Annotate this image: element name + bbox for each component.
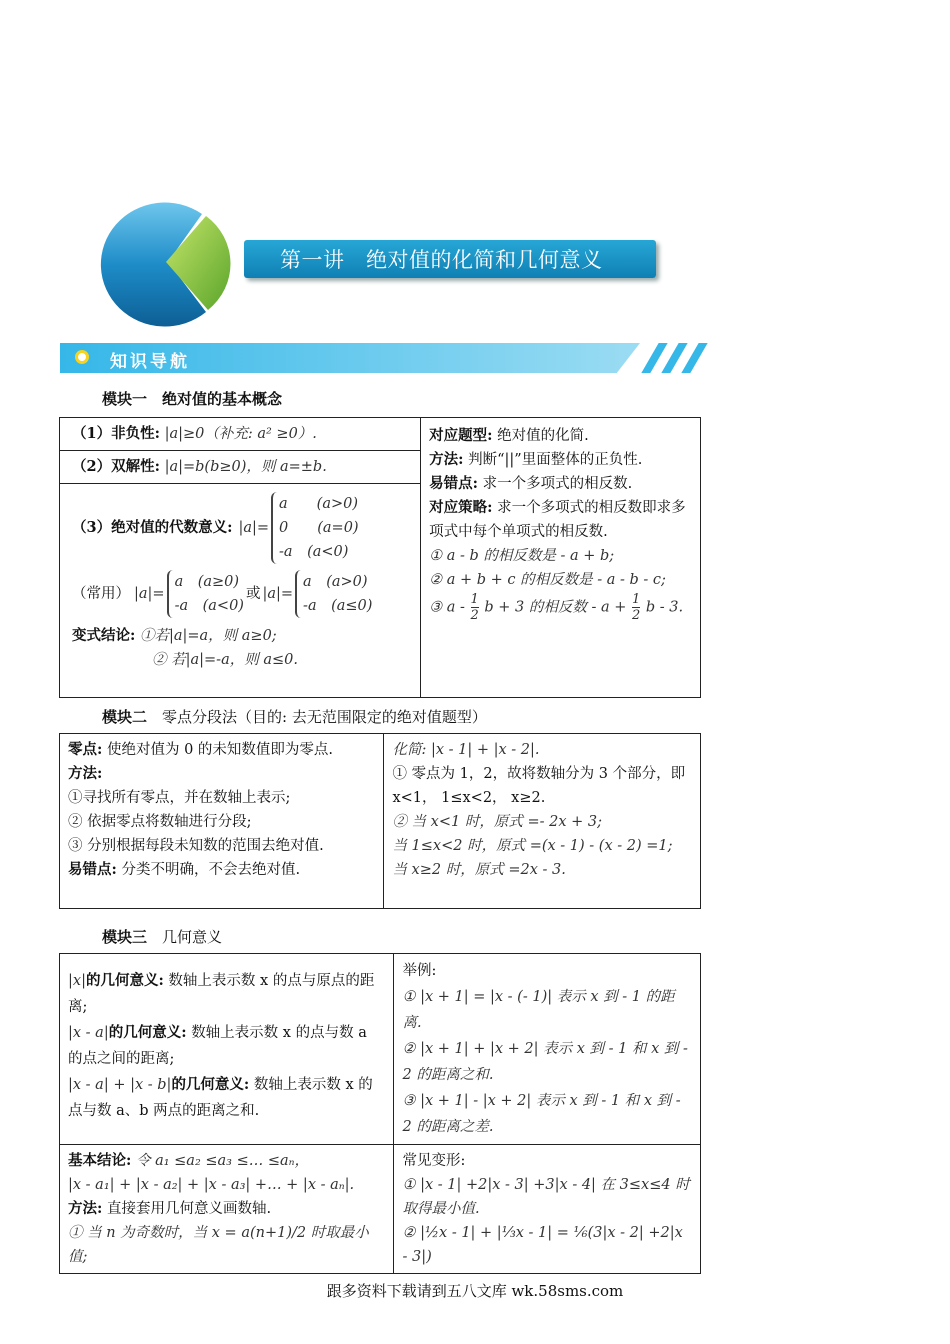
algebraic-cases [271, 492, 359, 564]
example-3: ③ |x + 1| - |x + 2| 表示 x 到 - 1 和 x 到 - 2 的距离之差. [402, 1093, 681, 1135]
method-step-2: ② 依据零点将数轴进行分段; [68, 814, 252, 830]
conclusion-label: 基本结论: [68, 1152, 132, 1169]
strategy-text: 求一个多项式的相反数即求多项式中每个单项式的相反数. [429, 500, 686, 540]
odd-case: ① 当 n 为奇数时，当 x = a(n+1)/2 时取最小值; [68, 1225, 369, 1265]
case-item: -a (a≤0) [303, 598, 373, 614]
variant-2: ② 若|a|=-a，则 a≤0. [152, 652, 298, 668]
variations-label: 常见变形: [402, 1153, 466, 1169]
common-label: （常用） [72, 586, 130, 602]
double-solution-expr: |a|=b(b≥0)，则 a=±b. [164, 459, 327, 475]
examples-label: 举例: [402, 963, 437, 979]
module3-heading-text: 几何意义 [162, 928, 223, 946]
fraction [471, 592, 479, 623]
nav-dot-icon [75, 350, 89, 364]
frac-den: 2 [632, 608, 641, 623]
method-label: 方法: [68, 765, 103, 782]
example-1: ① |x + 1| = |x - (- 1)| 表示 x 到 - 1 的距离. [402, 989, 675, 1031]
module1-heading-text: 绝对值的基本概念 [162, 390, 283, 408]
module2-heading-text: 零点分段法（目的: 去无范围限定的绝对值题型） [162, 708, 487, 726]
module1-heading-bold: 模块一 [102, 390, 148, 408]
common-lhs: |a|= [134, 586, 165, 602]
module2-table [59, 733, 701, 909]
pitfall-label: 易错点: [68, 861, 117, 878]
or-text: 或 [245, 586, 261, 602]
pitfall-text: 求一个多项式的相反数. [482, 476, 633, 492]
variation-2: ② |½x - 1| + |⅓x - 1| = ⅙(3|x - 2| +2|x - 3|) [402, 1225, 683, 1265]
module2-right-cell [384, 734, 701, 909]
common-lhs-2: |a|= [262, 586, 294, 602]
method-step-3: ③ 分别根据每段未知数的范围去绝对值. [68, 838, 324, 854]
module3-heading-bold: 模块三 [102, 928, 148, 946]
method-text: 直接套用几何意义画数轴. [106, 1201, 272, 1217]
type-text: 绝对值的化简. [497, 428, 589, 444]
common-cases-1 [167, 570, 244, 618]
zero-point-label: 零点: [68, 741, 103, 758]
lecture-title: 第一讲 绝对值的化简和几何意义 [280, 248, 603, 272]
geo-label: 的几何意义: [108, 1024, 187, 1041]
case-item: a (a≥0) [174, 574, 240, 590]
case-item: -a (a<0) [174, 598, 244, 614]
method-label: 方法: [68, 1200, 103, 1217]
module1-heading [102, 388, 282, 409]
opposite-example-3 [429, 592, 692, 623]
opposite-example-1: ① a - b 的相反数是 - a + b; [429, 548, 615, 564]
example-2: ② |x + 1| + |x + 2| 表示 x 到 - 1 和 x 到 - 2 的距离之和. [402, 1041, 688, 1083]
double-solution-cell [60, 451, 421, 484]
method-label: 方法: [429, 451, 464, 468]
frac-num: 1 [632, 592, 641, 607]
simplify-task: 化简: |x - 1| + |x - 2|. [392, 742, 540, 758]
pie-graphic [98, 198, 244, 328]
case-2: 当 1≤x<2 时，原式 =(x - 1) - (x - 2) =1; [392, 838, 673, 854]
geo-text-3: 数轴上表示数 x 的点与数 a、b 两点的距离之和. [68, 1077, 373, 1119]
variant-label: 变式结论: [72, 627, 136, 644]
case-1: ② 当 x<1 时，原式 =- 2x + 3; [392, 814, 602, 830]
case-item: a (a>0) [303, 574, 368, 590]
module2-heading-bold: 模块二 [102, 708, 148, 726]
ex3-part-c: b - 3. [645, 599, 684, 616]
expr-abs-x: |x| [68, 973, 86, 989]
module3-table [59, 953, 701, 1274]
slash-decoration [681, 343, 707, 373]
nonneg-label: （1）非负性: [72, 425, 160, 442]
frac-num: 1 [470, 592, 479, 607]
pitfall-label: 易错点: [429, 475, 478, 492]
examples-cell [394, 954, 701, 1145]
geo-label: 的几何意义: [85, 972, 164, 989]
variation-1: ① |x - 1| +2|x - 3| +3|x - 4| 在 3≤x≤4 时取得最小值. [402, 1177, 690, 1217]
geo-label: 的几何意义: [171, 1076, 250, 1093]
double-solution-label: （2）双解性: [72, 458, 160, 475]
expr-abs-sum: |x - a| + |x - b| [68, 1077, 172, 1093]
variant-1: ①若|a|=a，则 a≥0; [139, 628, 277, 644]
module2-left-cell [60, 734, 384, 909]
geo-text-2: 数轴上表示数 x 的点与数 a 的点之间的距离; [68, 1025, 367, 1067]
strategy-label: 对应策略: [429, 499, 493, 516]
method-text: 判断“||”里面整体的正负性. [468, 452, 643, 468]
ex3-part-a: ③ a - [429, 599, 465, 616]
case-item: -a (a<0) [279, 544, 349, 560]
module1-table [59, 417, 701, 698]
module1-right-cell [421, 418, 701, 698]
fraction [632, 592, 640, 623]
frac-den: 2 [470, 608, 479, 623]
algebraic-lhs: |a|= [238, 520, 270, 536]
common-cases-2 [295, 570, 372, 618]
zero-point-text: 使绝对值为 0 的未知数值即为零点. [106, 742, 334, 758]
module2-heading [102, 706, 487, 727]
variations-cell [394, 1145, 701, 1274]
basic-conclusion-cell [60, 1145, 394, 1274]
case-3: 当 x≥2 时，原式 =2x - 3. [392, 862, 566, 878]
ex3-part-b: b + 3 的相反数 - a + [484, 599, 627, 616]
algebraic-meaning-cell [60, 484, 421, 698]
expr-abs-x-a: |x - a| [68, 1025, 109, 1041]
zero-points: ① 零点为 1，2，故将数轴分为 3 个部分，即 x<1， 1≤x<2， x≥2. [392, 766, 686, 806]
nonneg-cell [60, 418, 421, 451]
nonneg-expr: |a|≥0（补充: a² ≥0）. [164, 426, 317, 442]
geometric-meaning-cell [60, 954, 394, 1145]
module3-heading [102, 926, 222, 947]
opposite-example-2: ② a + b + c 的相反数是 - a - b - c; [429, 572, 666, 588]
pitfall-text: 分类不明确，不会去绝对值. [121, 862, 301, 878]
method-step-1: ①寻找所有零点，并在数轴上表示; [68, 790, 291, 806]
conclusion-sum: |x - a₁| + |x - a₂| + |x - a₃| +… + |x - aₙ|. [68, 1177, 355, 1193]
lecture-title-bar [244, 240, 656, 278]
conclusion-order: 令 a₁ ≤a₂ ≤a₃ ≤… ≤aₙ， [135, 1153, 310, 1169]
case-item: 0 (a=0) [279, 520, 359, 536]
algebraic-label: （3）绝对值的代数意义: [72, 519, 233, 536]
type-label: 对应题型: [429, 427, 493, 444]
geo-text-1: 数轴上表示数 x 的点与原点的距离; [68, 973, 375, 1015]
case-item: a (a>0) [279, 496, 359, 512]
footer-text: 跟多资料下载请到五八文库 wk.58sms.com [326, 1282, 624, 1300]
nav-label: 知识导航 [110, 352, 190, 372]
